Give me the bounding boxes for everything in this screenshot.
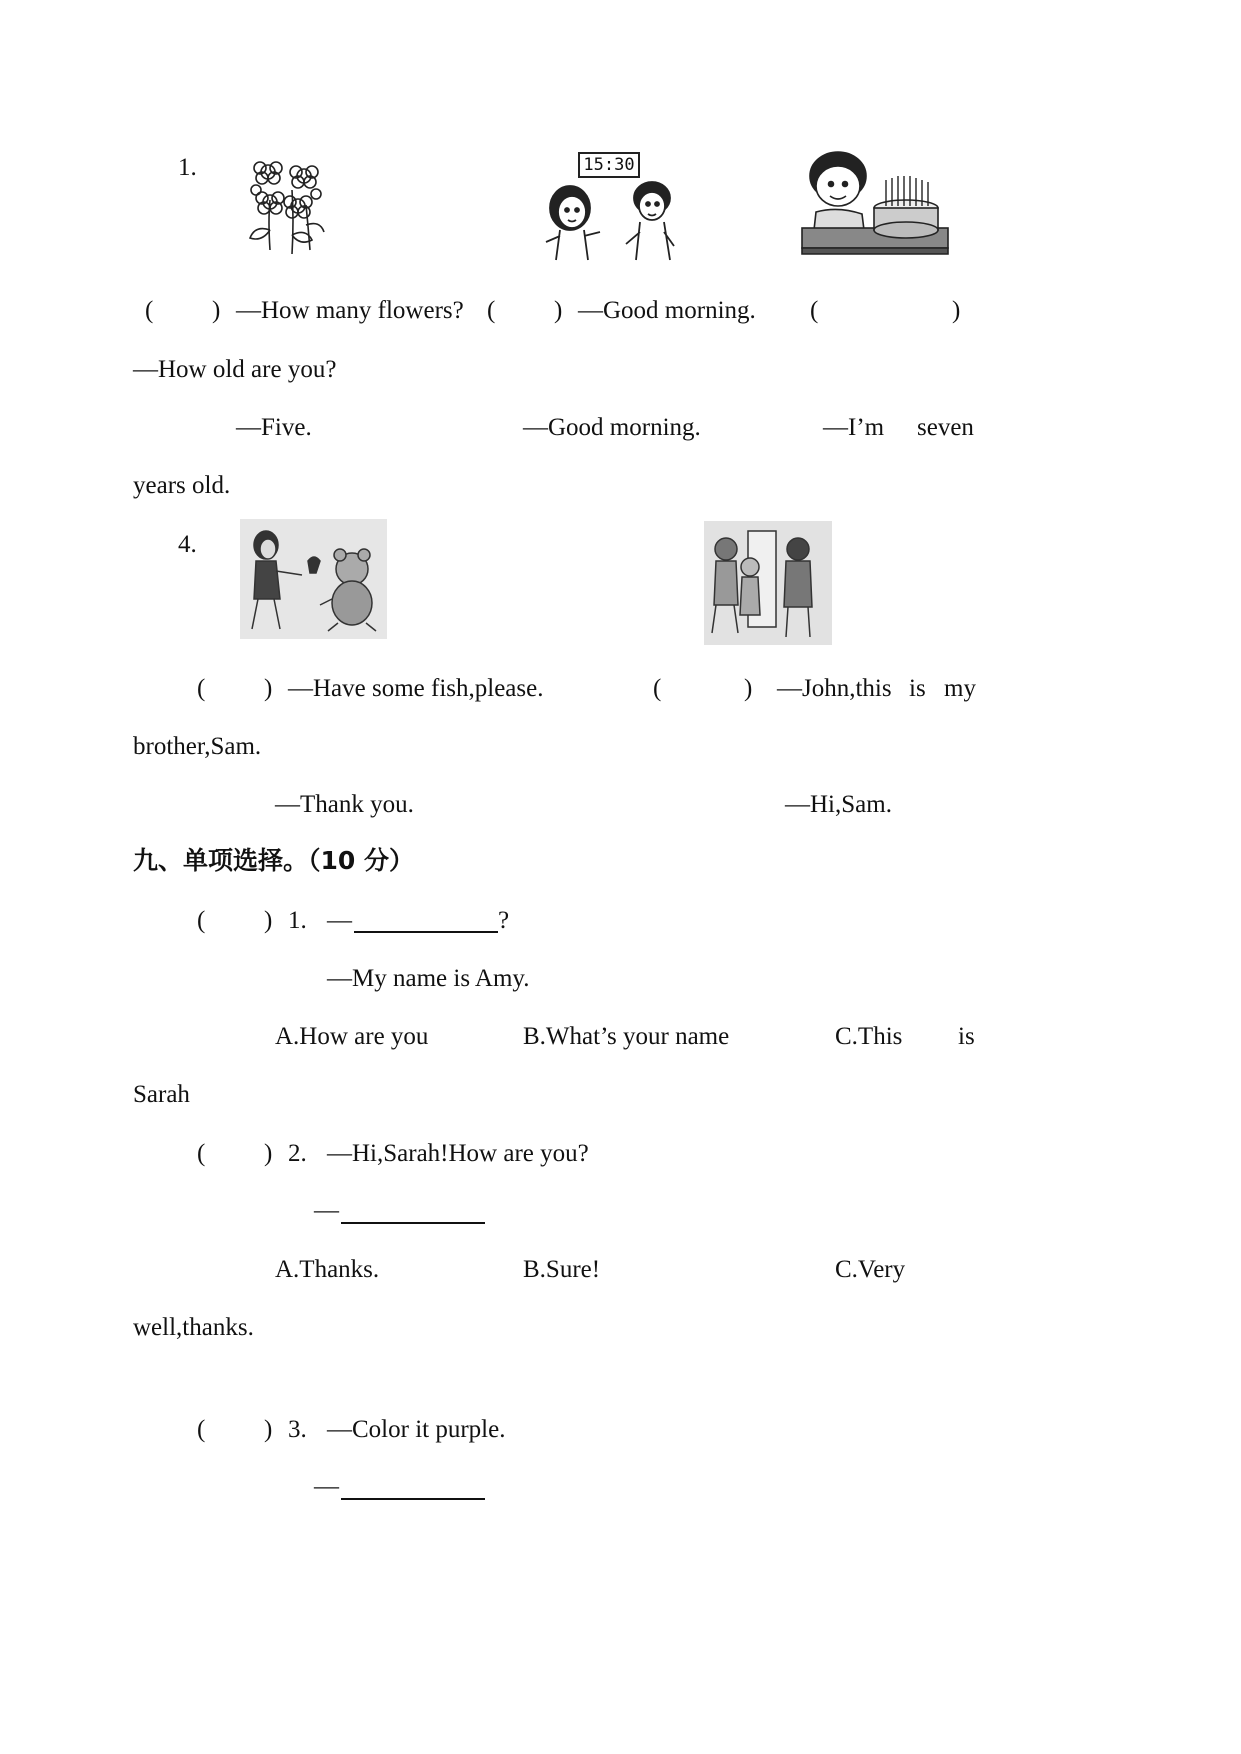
q2-number: 2. <box>288 1140 307 1167</box>
q3-dash: — <box>314 1473 339 1500</box>
answer-paren-open-3: ( <box>810 297 819 324</box>
q3-question: —Color it purple. <box>327 1416 506 1443</box>
answer-paren-close-3: ) <box>952 297 961 324</box>
dialogue-5-question-part1: —John,this <box>777 675 892 702</box>
q3-paren-close: ) <box>264 1416 273 1443</box>
answer-paren-close-5: ) <box>744 675 753 702</box>
q2-option-a: A.Thanks. <box>275 1256 380 1283</box>
answer-paren-close-2: ) <box>554 297 563 324</box>
dialogue-5-question-part2: is <box>909 675 926 702</box>
dialogue-1-answer: —Five. <box>236 414 312 441</box>
dialogue-2-question: —Good morning. <box>578 297 756 324</box>
q1-option-c-part2: is <box>958 1023 975 1050</box>
answer-paren-open-2: ( <box>487 297 496 324</box>
q1-reply: —My name is Amy. <box>327 965 530 992</box>
dialogue-3-answer-part1: —I’m <box>823 414 885 441</box>
introduce-brother-picture <box>704 521 832 645</box>
q1-number: 1. <box>288 907 307 934</box>
q3-paren-open: ( <box>197 1416 206 1443</box>
q1-dash: — <box>327 907 352 934</box>
item-number-4: 4. <box>178 531 197 558</box>
dialogue-5-answer: —Hi,Sam. <box>785 791 892 818</box>
dialogue-3-answer-part3: years old. <box>133 472 231 499</box>
dialogue-5-question-part3: my <box>944 675 976 702</box>
answer-paren-open-5: ( <box>653 675 662 702</box>
q2-dash: — <box>314 1197 339 1224</box>
answer-paren-close-4: ) <box>264 675 273 702</box>
dialogue-4-question: —Have some fish,please. <box>288 675 544 702</box>
answer-paren-open-4: ( <box>197 675 206 702</box>
item-number-1: 1. <box>178 154 197 181</box>
q2-option-c-part2: well,thanks. <box>133 1314 254 1341</box>
section-heading: 九、单项选择。（10 分） <box>133 846 414 875</box>
birthday-cake-picture <box>798 150 953 258</box>
q1-answer-blank[interactable] <box>354 908 498 933</box>
dialogue-5-question-part4: brother,Sam. <box>133 733 262 760</box>
dialogue-3-answer-part2: seven <box>917 414 974 441</box>
q2-paren-close: ) <box>264 1140 273 1167</box>
q1-question-mark: ? <box>498 907 510 934</box>
q2-question: —Hi,Sarah!How are you? <box>327 1140 589 1167</box>
q3-answer-blank[interactable] <box>341 1475 485 1500</box>
q2-option-c-part1: C.Very <box>835 1256 906 1283</box>
dialogue-4-answer: —Thank you. <box>275 791 414 818</box>
dialogue-1-question: —How many flowers? <box>236 297 464 324</box>
q2-option-b: B.Sure! <box>523 1256 601 1283</box>
q1-option-c-part1: C.This <box>835 1023 903 1050</box>
q1-paren-close: ) <box>264 907 273 934</box>
dialogue-3-question: —How old are you? <box>133 356 337 383</box>
q2-paren-open: ( <box>197 1140 206 1167</box>
dialogue-2-answer: —Good morning. <box>523 414 701 441</box>
greeting-picture <box>542 152 687 262</box>
q1-option-a: A.How are you <box>275 1023 429 1050</box>
clock-time: 15:30 <box>578 152 640 178</box>
q3-number: 3. <box>288 1416 307 1443</box>
flowers-picture <box>240 150 330 260</box>
answer-paren-open-1: ( <box>145 297 154 324</box>
q1-option-b: B.What’s your name <box>523 1023 730 1050</box>
q1-option-c-part3: Sarah <box>133 1081 190 1108</box>
q2-answer-blank[interactable] <box>341 1199 485 1224</box>
q1-paren-open: ( <box>197 907 206 934</box>
answer-paren-close-1: ) <box>212 297 221 324</box>
girl-and-bear-picture <box>240 519 387 639</box>
